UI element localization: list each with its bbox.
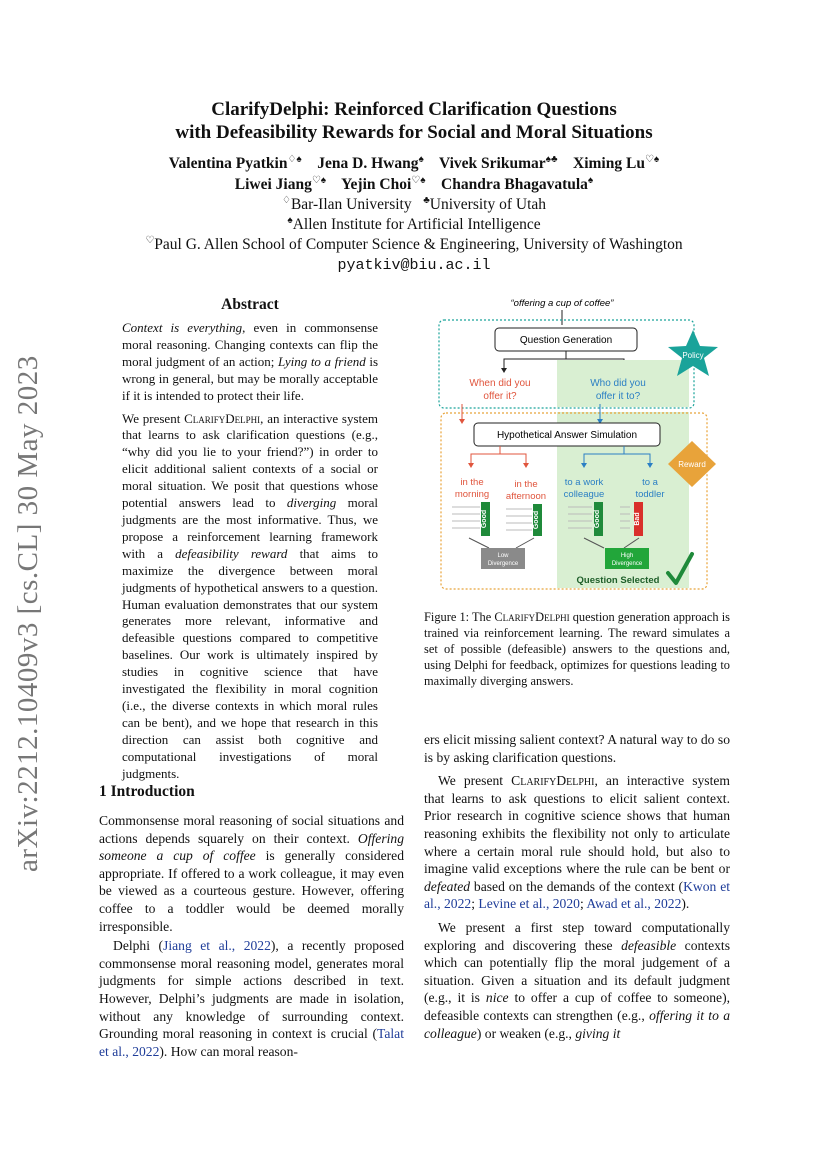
- author-name: Chandra Bhagavatula: [441, 176, 588, 193]
- citation-link[interactable]: Awad et al., 2022: [586, 896, 682, 912]
- emphasis: offering it to a colleague: [424, 1007, 730, 1041]
- paper-title: [0, 98, 828, 144]
- author-line-1: [0, 154, 828, 174]
- text: Figure 1: The: [424, 610, 495, 624]
- hypothetical-answer-label: Hypothetical Answer Simulation: [496, 430, 638, 441]
- emphasis: defeasible: [621, 937, 677, 953]
- affil-mark: ♢: [281, 194, 291, 206]
- intro-paragraph-2: [99, 937, 404, 1060]
- affiliation: Allen Institute for Artificial Intelligence: [292, 216, 541, 233]
- author-affil-mark: ♢♠: [287, 153, 302, 165]
- answer-3-line-1: to a work: [564, 477, 604, 488]
- emphasis: Lying to a friend: [277, 353, 366, 369]
- answer-1-line-2: morning: [454, 489, 490, 500]
- introduction-body-continued: [424, 731, 730, 1048]
- intro-paragraph-1: [99, 812, 404, 935]
- emphasis: defeasibility reward: [175, 545, 288, 561]
- answer-2-line-1: in the: [514, 479, 538, 490]
- figure-1: [424, 292, 730, 592]
- right-paragraph-0: ers elicit missing salient context? A natural way to do so is by asking clarification questions.: [424, 732, 730, 765]
- text: ) or weaken (e.g.,: [476, 1025, 576, 1041]
- question-1-line-2: offer it?: [483, 391, 517, 402]
- author-affil-mark: ♡♠: [311, 174, 327, 186]
- text: moral judgments are the most informative. Thus, we propose a reinforcement learning framework with a: [122, 495, 378, 561]
- text: Commonsense moral reasoning of social situations and actions depends squarely on their context.: [99, 813, 404, 846]
- emphasis: Offering someone a cup of coffee: [99, 830, 404, 864]
- right-paragraph-2: [424, 919, 730, 1042]
- author-affil-mark: ♠: [587, 174, 594, 186]
- question-2-line-1: Who did you: [590, 378, 646, 389]
- citation-link[interactable]: Jiang et al., 2022: [163, 938, 271, 954]
- abstract-paragraph-2: [122, 411, 378, 783]
- author-name: Ximing Lu: [573, 155, 645, 172]
- text: is generally considered appropriate. If offered to a work colleague, it may even be viewed as a courteous gesture. However, offering coffee to a toddler would be deemed morally irresponsible.: [99, 848, 405, 934]
- question-1-line-1: When did you: [469, 378, 531, 389]
- emphasis: defeated: [424, 878, 471, 894]
- abstract-paragraph-1: [122, 320, 378, 405]
- answer-3-line-2: colleague: [563, 489, 605, 500]
- question-2-line-2: offer it to?: [595, 391, 641, 402]
- question-selected-label: Question Selected: [576, 575, 660, 586]
- affiliation: University of Utah: [429, 196, 547, 213]
- abstract-body: [122, 320, 378, 788]
- judgment-chart-2: [506, 504, 542, 536]
- text: ). How can moral reason-: [159, 1043, 298, 1059]
- good-label: Good: [533, 510, 540, 530]
- author-line-2: [0, 175, 828, 195]
- divergence-arrows-low: [469, 538, 534, 548]
- affiliation: Bar-Ilan University: [290, 196, 412, 213]
- answer-branch-red: [471, 446, 526, 464]
- system-name: ClarifyDelphi: [494, 610, 570, 624]
- emphasis: giving it: [575, 1025, 621, 1041]
- arrowhead: [468, 463, 474, 468]
- author-name: Valentina Pyatkin: [168, 155, 288, 172]
- text: to offer a cup of coffee to someone), defeasible contexts can strengthen (e.g.,: [424, 990, 731, 1023]
- low-divergence-line-2: Divergence: [487, 561, 519, 567]
- arxiv-identifier: arXiv:2212.10409v3 [cs.CL] 30 May 2023: [12, 355, 44, 872]
- arrowhead: [459, 419, 465, 424]
- emphasis: diverging: [286, 495, 337, 511]
- affiliation-line-3: [0, 235, 828, 255]
- author-name: Liwei Jiang: [234, 176, 312, 193]
- text: is wrong in general, but may be morally acceptable if it is intended to protect their life.: [122, 353, 379, 403]
- author-affil-mark: ♡♠: [644, 153, 660, 165]
- text: ).: [681, 896, 690, 912]
- text: We present: [122, 410, 185, 426]
- right-paragraph-1: [424, 772, 730, 913]
- text: that aims to maximize the divergence between moral judgments of hypothetical answers to a question. Human evaluation demonstrates that our system generates more relevant, informative and defeasible questions compared to competitive baselines. Our work is ultimately inspired by studies in cognitive science that have investigated the flexibility in moral cognition (i.e., the diverse contexts in which moral rules can be bent), and we hope that research in this direction can assist both cognitive and computational investigations of moral judgments.: [122, 545, 378, 781]
- answer-1-line-1: in the: [460, 477, 484, 488]
- affiliation: Paul G. Allen School of Computer Science & Engineering, University of Washington: [154, 236, 683, 253]
- title-line-2: with Defeasibility Rewards for Social and Moral Situations: [175, 122, 653, 143]
- author-name: Vivek Srikumar: [439, 155, 546, 172]
- affil-mark: ♡: [145, 234, 155, 246]
- author-affil-mark: ♠♣: [545, 153, 558, 165]
- low-divergence-line-1: Low: [497, 553, 509, 559]
- citation-link[interactable]: Talat et al., 2022: [99, 1026, 404, 1059]
- question-generation-label: Question Generation: [519, 335, 613, 346]
- bad-label: Bad: [634, 512, 641, 526]
- affiliation-line-2: [0, 215, 828, 235]
- answer-4-line-1: to a: [642, 477, 658, 488]
- citation-link[interactable]: Kwon et al., 2022: [424, 878, 731, 912]
- arrowhead: [523, 463, 529, 468]
- reward-label: Reward: [678, 460, 706, 469]
- policy-label: Policy: [682, 351, 704, 360]
- abstract-heading: Abstract: [221, 296, 279, 313]
- figure-1-diagram: [424, 292, 730, 592]
- system-name: ClarifyDelphi: [184, 410, 261, 426]
- answer-2-line-2: afternoon: [505, 491, 547, 502]
- text: contexts which can potentially flip the moral judgement of a situation. Given a situation and its default judgment (e.g., it is: [424, 937, 730, 1006]
- author-name: Yejin Choi: [341, 176, 412, 193]
- citation-link[interactable]: Levine et al., 2020: [478, 896, 580, 912]
- text: Delphi (: [113, 938, 164, 954]
- emphasis: Context is everything: [122, 320, 243, 335]
- contact-email[interactable]: pyatkiv@biu.ac.il: [337, 257, 491, 274]
- section-heading-introduction: 1 Introduction: [99, 783, 195, 800]
- text: We present: [438, 773, 512, 789]
- arrowhead: [501, 368, 507, 373]
- affil-mark: ♠: [287, 214, 293, 226]
- text: question generation approach is trained via reinforcement learning. The reward simulates a set of possible (defeasible) answers to the questions and, using Delphi for feedback, optimizes for questions leading to maximally diverging answers.: [424, 610, 730, 688]
- judgment-chart-1: [452, 502, 490, 536]
- affil-mark: ♣: [423, 194, 430, 206]
- affiliation-line-1: [0, 195, 828, 215]
- text: ;: [471, 896, 479, 912]
- text: , even in commonsense moral reasoning. Changing contexts can flip the moral judgment of an action;: [122, 320, 378, 369]
- high-divergence-line-2: Divergence: [611, 561, 643, 567]
- emphasis: nice: [485, 990, 509, 1006]
- text: , an interactive system that learns to ask clarification questions (e.g., “why did you lie to your friend?”) in order to elicit additional salient contexts of a social or moral situation. We posit that questions whose potential answers lead to: [122, 410, 378, 511]
- figure-1-caption: [424, 609, 730, 689]
- figure-input-text: “offering a cup of coffee”: [510, 298, 614, 309]
- text: , an interactive system that learns to ask questions to elicit salient context. Prior research in cognitive science shows that human reasoning exhibits the flexibility not only to articulate where a certain moral rule should hold, but also to imagine valid exceptions where the rule can be bent or: [424, 773, 730, 877]
- author-affil-mark: ♠: [418, 153, 424, 165]
- text: based on the demands of the context (: [470, 878, 684, 894]
- introduction-body: [99, 812, 404, 1062]
- text: We present a first step toward computationally exploring and discovering these: [424, 919, 730, 953]
- title-line-1: ClarifyDelphi: Reinforced Clarification Questions: [211, 99, 617, 120]
- author-name: Jena D. Hwang: [317, 155, 419, 172]
- author-affil-mark: ♡♠: [411, 174, 426, 186]
- good-label: Good: [594, 509, 601, 529]
- system-name: ClarifyDelphi: [511, 773, 595, 789]
- good-label: Good: [481, 509, 488, 529]
- text: ), a recently proposed commonsense moral reasoning model, generates moral judgments for simple actions described in text. However, Delphi’s judgments are made in isolation, without any knowledge of surrounding context. Grounding moral reasoning in context is crucial (: [99, 938, 404, 1042]
- text: ;: [579, 896, 587, 912]
- high-divergence-line-1: High: [620, 553, 634, 559]
- answer-4-line-2: toddler: [635, 489, 665, 500]
